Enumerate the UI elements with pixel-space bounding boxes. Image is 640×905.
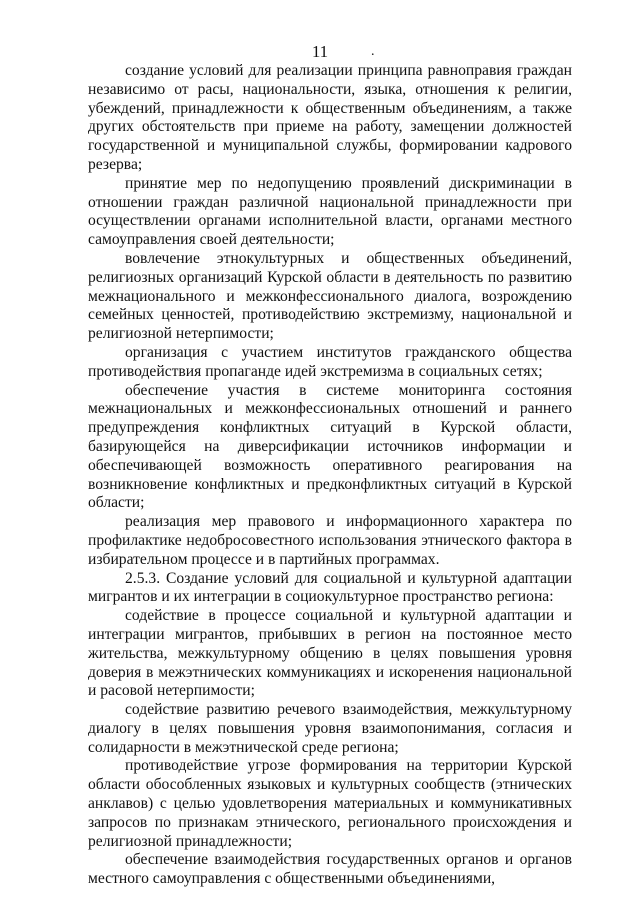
paragraph: принятие мер по недопущению проявлений дискриминации в отношении граждан различной национальной принадлежности при осуществлении органами исполнительной власти, органами местного самоуправления своей деятельности;	[88, 174, 572, 249]
page-mark: .	[371, 44, 375, 59]
section-heading-2-5-3: 2.5.3. Создание условий для социальной и культурной адаптации мигрантов и их интеграции в социокультурное пространство региона:	[88, 569, 572, 606]
paragraph: содействие развитию речевого взаимодействия, межкультурному диалогу в целях повышения уровня взаимопонимания, согласия и солидарности в межэтнической среде региона;	[88, 701, 572, 756]
paragraph: противодействие угрозе формирования на территории Курской области обособленных языковых и культурных сообществ (этнических анклавов) с целью удовлетворения материальных и коммуникативных запросов по признакам этнического, регионального происхождения и религиозной принадлежности;	[88, 757, 572, 850]
paragraph: создание условий для реализации принципа равноправия граждан независимо от расы, национальности, языка, отношения к религии, убеждений, принадлежности к общественным объединениям, а также других обстоятельств при приеме на работу, замещении должностей государственной и муниципальной службы, формировании кадрового резерва;	[88, 62, 572, 173]
paragraph: реализация мер правового и информационного характера по профилактике недобросовестного использования этнического фактора в избирательном процессе и в партийных программах.	[88, 513, 572, 568]
paragraph: вовлечение этнокультурных и общественных объединений, религиозных организаций Курской области в деятельность по развитию межнационального и межконфессионального диалога, возрождению семейных ценностей, противодействию экстремизму, национальной и религиозной нетерпимости;	[88, 249, 572, 343]
paragraph: содействие в процессе социальной и культурной адаптации и интеграции мигрантов, прибывших в регион на постоянное место жительства, межкультурному общению в целях повышения уровня доверия в межэтнических коммуникациях и искоренения национальной и расовой нетерпимости;	[88, 607, 572, 700]
paragraph: обеспечение участия в системе мониторинга состояния межнациональных и межконфессиональных отношений и раннего предупреждения конфликтных ситуаций в Курской области, базирующейся на диверсификации источников информации и обеспечивающей возможность оперативного реагирования на возникновение конфликтных и предконфликтных ситуаций в Курской области;	[88, 381, 572, 512]
paragraph: организация с участием институтов гражданского общества противодействия пропаганде идей экстремизма в социальных сетях;	[88, 343, 572, 380]
page-number: 11	[311, 42, 329, 61]
document-body	[88, 62, 572, 889]
paragraph: обеспечение взаимодействия государственных органов и органов местного самоуправления с общественными объединениями,	[88, 851, 572, 888]
